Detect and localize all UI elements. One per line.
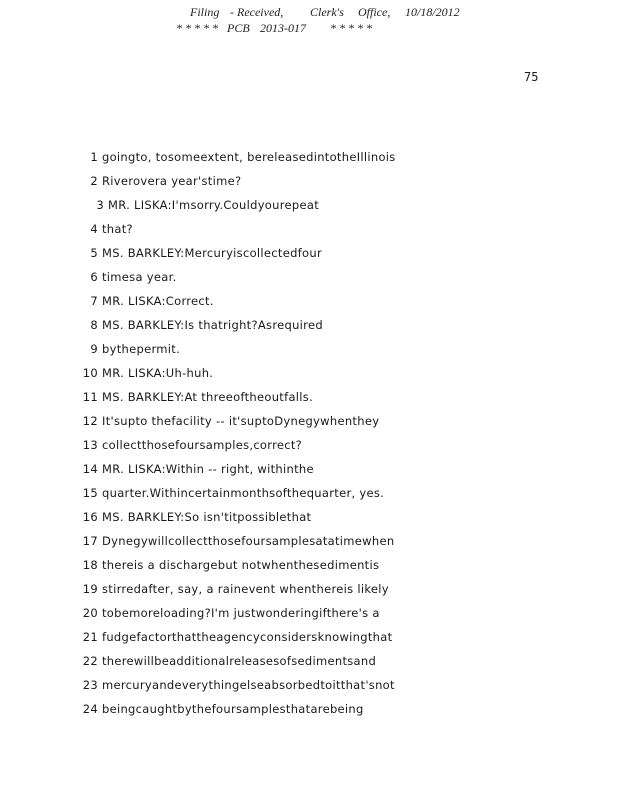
transcript-line [80, 654, 376, 678]
line-number: 9 [90, 342, 98, 356]
line-text: goingto, tosomeextent, bereleasedintotheIllinois [102, 150, 396, 164]
line-number: 17 [82, 534, 98, 548]
line-number: 10 [82, 366, 98, 380]
docket-number: 2013-017 [260, 21, 306, 35]
transcript-line [80, 510, 311, 534]
line-text: MS. BARKLEY:So isn'titpossiblethat [102, 510, 312, 524]
line-text: MR. LISKA:Within -- right, withinthe [102, 462, 314, 476]
line-number: 15 [82, 486, 98, 500]
stars-left: * * * * * [176, 21, 218, 35]
line-number: 18 [82, 558, 98, 572]
office-label: Office, [358, 5, 391, 19]
transcript-line [80, 294, 214, 318]
transcript-line [80, 630, 392, 654]
line-number: 5 [90, 246, 98, 260]
line-text: tobemoreloading?I'm justwonderingifthere's a [102, 606, 380, 620]
line-number: 14 [82, 462, 98, 476]
line-text: Dynegywillcollectthosefoursamplesatatimewhen [102, 534, 395, 548]
line-number: 8 [90, 318, 98, 332]
transcript-line [80, 342, 180, 366]
stars-right: * * * * * [330, 21, 372, 35]
line-text: It'supto thefacility -- it'suptoDynegywhenthey [102, 414, 380, 428]
line-number: 6 [90, 270, 98, 284]
transcript-line [80, 606, 380, 630]
transcript-line [80, 150, 396, 174]
transcript-line [80, 702, 364, 726]
transcript-line [80, 222, 133, 246]
transcript-line [80, 462, 314, 486]
line-number: 2 [90, 174, 98, 188]
transcript-line [80, 318, 323, 342]
line-text: MS. BARKLEY:Is thatright?Asrequired [102, 318, 323, 332]
line-text: bythepermit. [102, 342, 181, 356]
line-number: 24 [82, 702, 98, 716]
transcript-line [80, 534, 394, 558]
transcript-line [80, 390, 313, 414]
line-text: fudgefactorthattheagencyconsidersknowingthat [102, 630, 393, 644]
line-text: MR. LISKA:Uh-huh. [102, 366, 214, 380]
transcript-line [80, 414, 379, 438]
line-text: MS. BARKLEY:Mercuryiscollectedfour [102, 246, 323, 260]
line-text: MS. BARKLEY:At threeoftheoutfalls. [102, 390, 314, 404]
transcript-line [80, 246, 322, 270]
transcript-line [80, 270, 177, 294]
line-text: collectthosefoursamples,correct? [102, 438, 303, 452]
transcript-line [80, 438, 302, 462]
line-text: beingcaughtbythefoursamplesthatarebeing [102, 702, 364, 716]
line-number: 4 [90, 222, 98, 236]
transcript-line [80, 366, 213, 390]
page-number: 75 [524, 70, 539, 84]
line-number: 22 [82, 654, 98, 668]
line-text: MR. LISKA:I'msorry.Couldyourepeat [108, 198, 320, 212]
line-number: 13 [82, 438, 98, 452]
transcript-line [86, 198, 319, 222]
line-text: stirredafter, say, a rainevent whenthereis likely [102, 582, 389, 596]
line-number: 16 [82, 510, 98, 524]
transcript-line [80, 486, 384, 510]
line-number: 20 [82, 606, 98, 620]
line-text: therewillbeadditionalreleasesofsedimentsand [102, 654, 377, 668]
line-text: quarter.Withincertainmonthsofthequarter, yes. [102, 486, 385, 500]
line-text: Riverovera year'stime? [102, 174, 242, 188]
received-label: - Received, [230, 5, 284, 19]
transcript-line [80, 558, 379, 582]
line-text: thereis a dischargebut notwhenthesedimentis [102, 558, 380, 572]
line-number: 12 [82, 414, 98, 428]
transcript-line [80, 174, 241, 198]
line-number: 21 [82, 630, 98, 644]
line-number: 3 [96, 198, 104, 212]
transcript-line [80, 678, 395, 702]
line-text: mercuryandeverythingelseabsorbedtoitthat'snot [102, 678, 395, 692]
pcb-label: PCB [227, 21, 250, 35]
line-number: 19 [82, 582, 98, 596]
line-text: timesa year. [102, 270, 177, 284]
clerks-label: Clerk's [310, 5, 344, 19]
line-number: 11 [82, 390, 98, 404]
filing-label: Filing [190, 5, 220, 19]
line-text: MR. LISKA:Correct. [102, 294, 214, 308]
line-text: that? [102, 222, 133, 236]
transcript-line [80, 582, 389, 606]
filing-date: 10/18/2012 [405, 5, 460, 19]
line-number: 23 [82, 678, 98, 692]
line-number: 7 [90, 294, 98, 308]
line-number: 1 [90, 150, 98, 164]
